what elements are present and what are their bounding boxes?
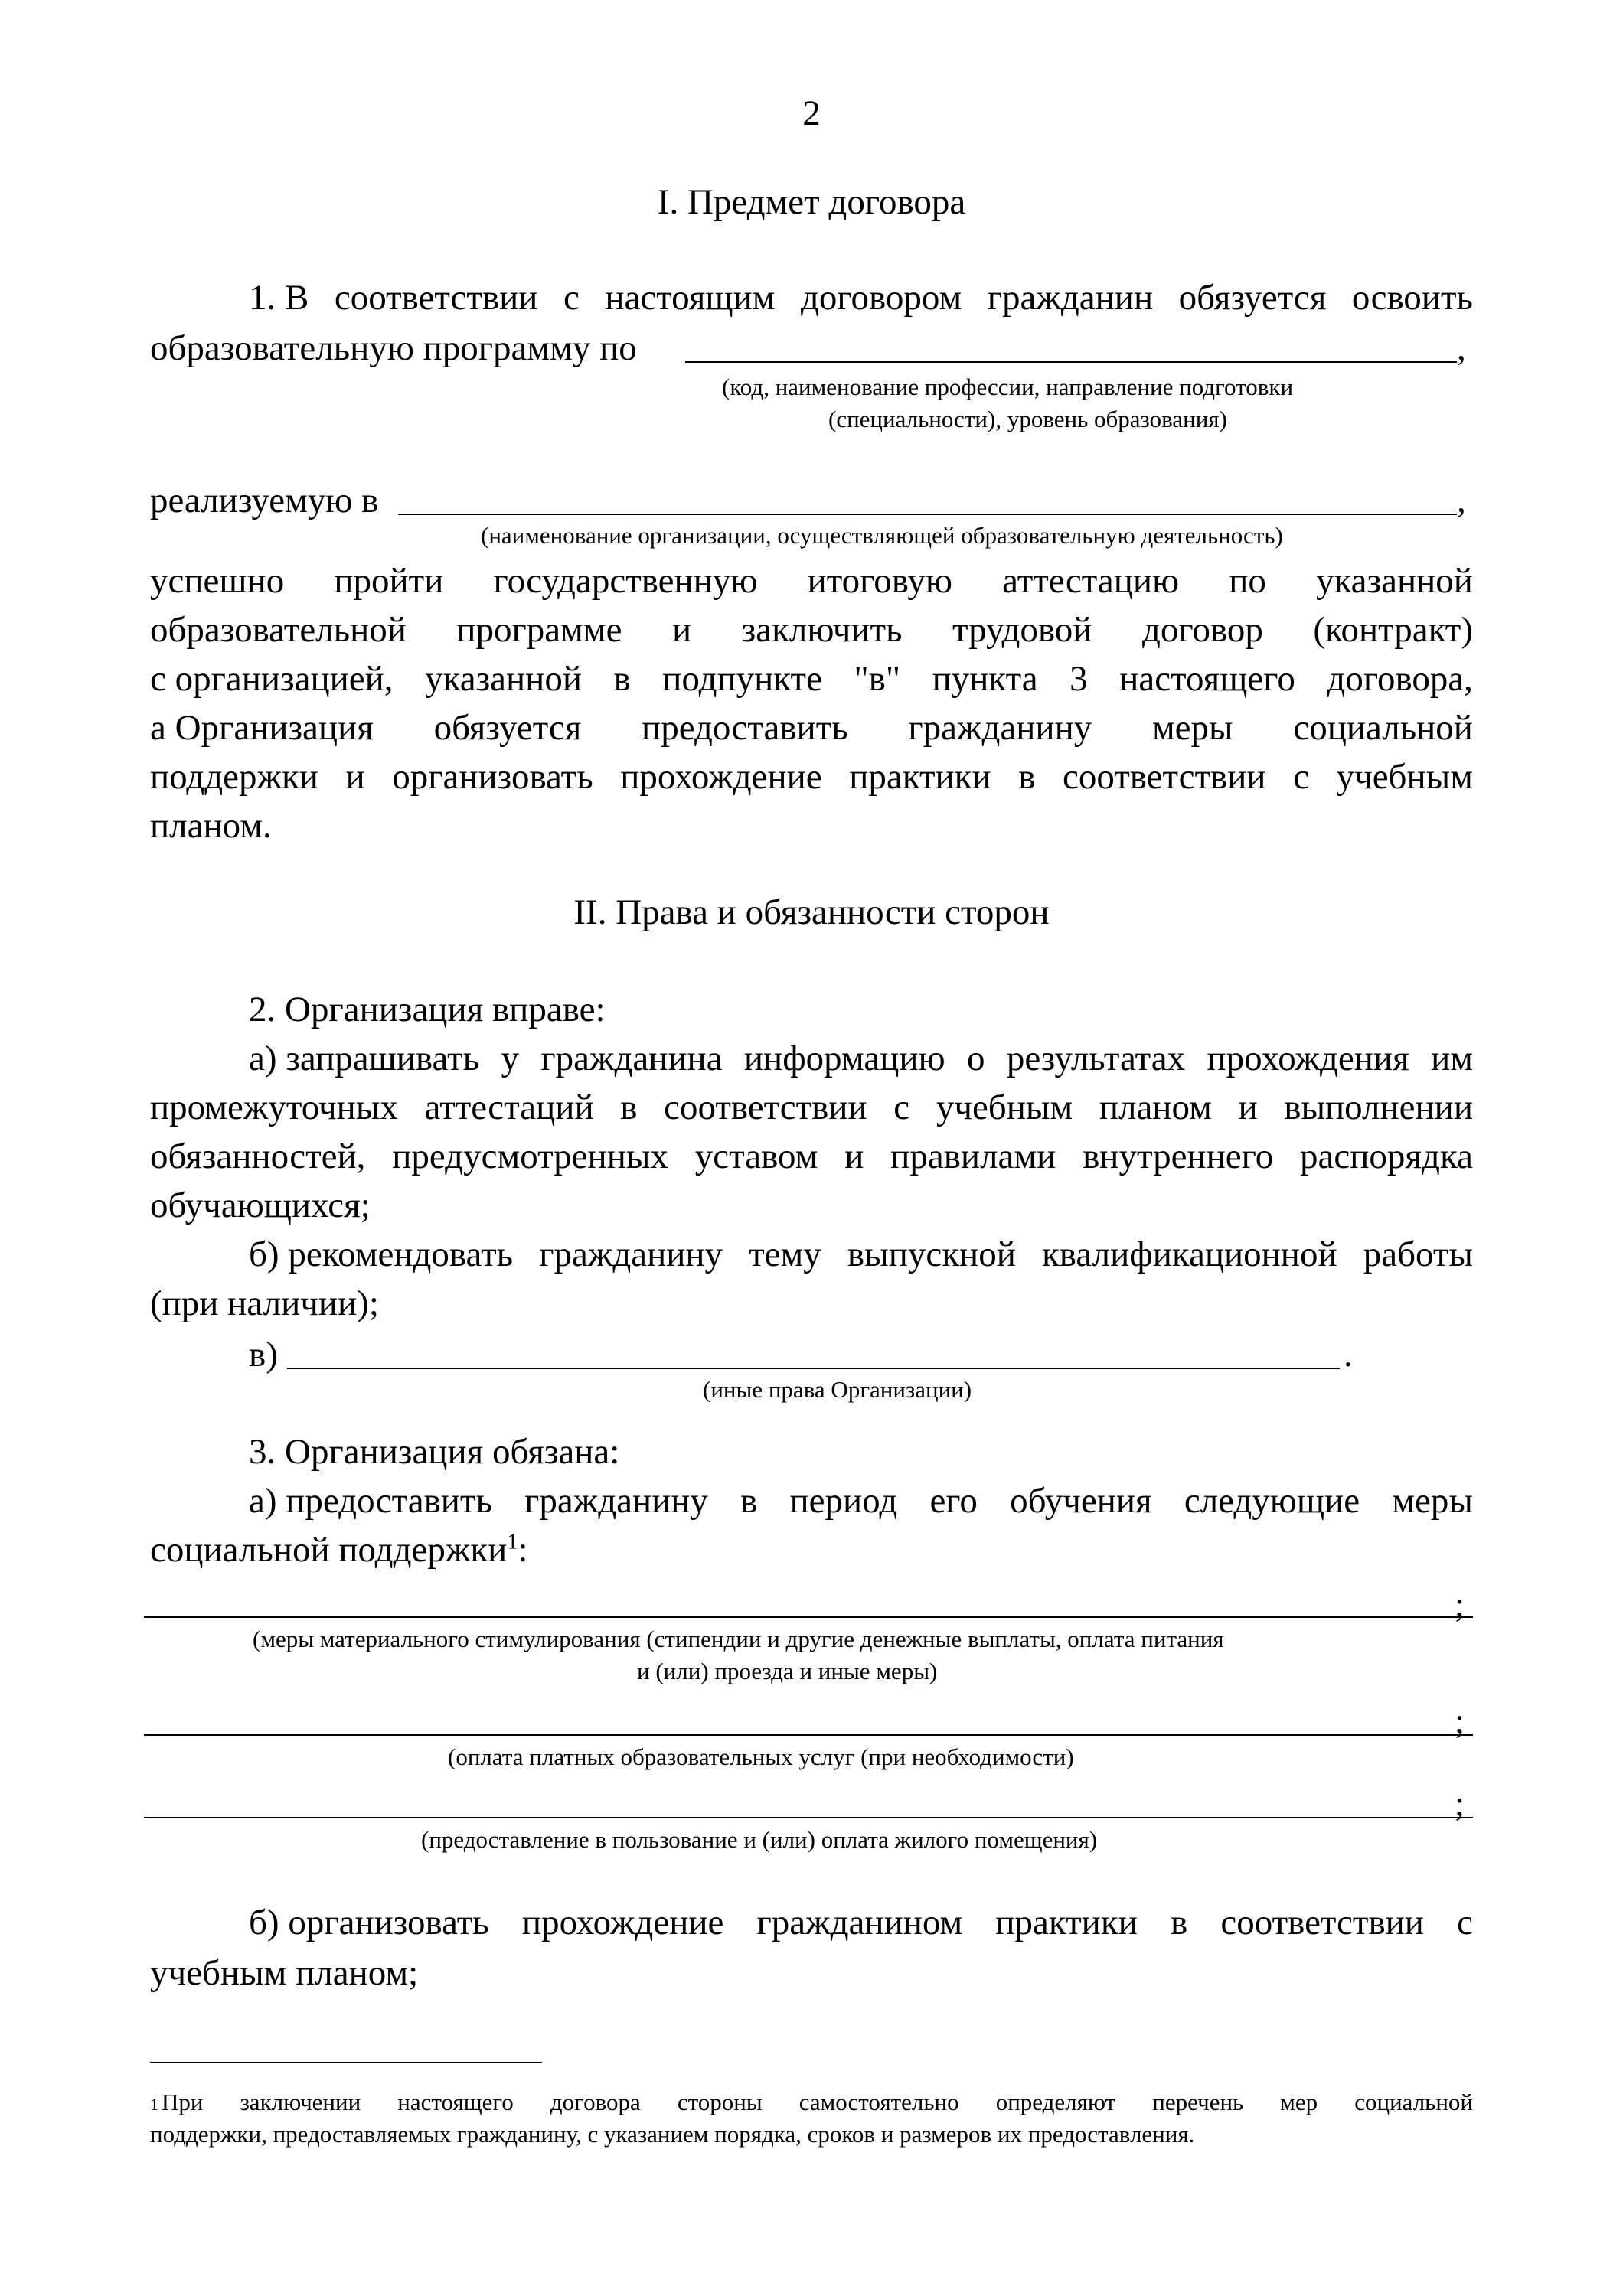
- word: пункта: [932, 659, 1038, 699]
- note-program-2: (специальности), уровень образования): [828, 406, 1227, 432]
- word: договора: [550, 2089, 641, 2115]
- word: 1. В: [249, 278, 309, 318]
- word: При: [162, 2089, 204, 2115]
- p3a-line-2: [150, 1525, 527, 1574]
- p3-title: 3. Организация обязана:: [249, 1432, 620, 1472]
- word: его: [929, 1481, 978, 1521]
- word: социальной: [1293, 708, 1473, 748]
- p3b-line-1: [249, 1898, 1473, 1947]
- word: перечень: [1152, 2089, 1244, 2115]
- word: договором: [800, 278, 962, 318]
- word: учебным: [936, 1088, 1073, 1127]
- word: гражданину: [908, 708, 1092, 748]
- p2b-line-2: (при наличии);: [150, 1283, 379, 1323]
- note-program-1: (код, наименование профессии, направление подготовки: [722, 373, 1294, 400]
- word: с организацией,: [150, 659, 394, 699]
- word: соответствии: [334, 278, 538, 318]
- note-org: (наименование организации, осуществляющей образовательную деятельность): [481, 522, 1283, 549]
- word: в: [1018, 757, 1036, 797]
- word: трудовой: [952, 610, 1092, 650]
- body-line-6: планом.: [150, 806, 272, 846]
- word: гражданин: [987, 278, 1154, 318]
- body-line-5: [150, 752, 1473, 801]
- p3a-line-1: [249, 1476, 1473, 1525]
- word: им: [1431, 1039, 1473, 1078]
- section-1-heading: I. Предмет договора: [657, 182, 966, 222]
- note-material-2: и (или) проезда и иные меры): [637, 1658, 938, 1684]
- word: настоящего: [1119, 659, 1295, 699]
- word: правилами: [890, 1137, 1056, 1176]
- word: определяют: [995, 2089, 1116, 2115]
- body-line-2: [150, 605, 1473, 654]
- word: (контракт): [1313, 610, 1473, 650]
- word: указанной: [425, 659, 582, 699]
- word: аттестаций: [424, 1088, 594, 1127]
- word: обязуется: [1178, 278, 1327, 318]
- word: информацию: [743, 1039, 945, 1078]
- footnote-reference: 1: [507, 1530, 518, 1554]
- word: с: [563, 278, 580, 318]
- word: успешно: [150, 561, 285, 601]
- footnote-line-1: 1 При заключении настоящего договора стороны самостоятельно определяют перечень мер социальной: [150, 2087, 1473, 2118]
- word: соответствии: [664, 1088, 867, 1127]
- p3a-line-2-text: социальной поддержки: [150, 1530, 508, 1570]
- word: гражданину: [524, 1481, 708, 1521]
- comma: ,: [1457, 328, 1466, 368]
- word: выполнении: [1284, 1088, 1473, 1127]
- word: пройти: [334, 561, 444, 601]
- word: гражданину: [539, 1234, 723, 1274]
- p2v-prefix: в): [249, 1335, 278, 1375]
- word: с: [1293, 757, 1309, 797]
- word: подпункте: [662, 659, 822, 699]
- housing-blank-line: [144, 1817, 1473, 1818]
- word: уставом: [694, 1137, 818, 1176]
- word: социальной: [1354, 2089, 1473, 2115]
- section-2-heading: II. Права и обязанности сторон: [573, 892, 1050, 932]
- word: квалификационной: [1041, 1234, 1337, 1274]
- word: прохождение: [620, 757, 822, 797]
- material-support-blank-line: [144, 1616, 1473, 1618]
- word: предусмотренных: [392, 1137, 668, 1176]
- word: заключении: [240, 2089, 361, 2115]
- word: в: [740, 1481, 758, 1521]
- word: с: [1457, 1903, 1473, 1942]
- word: результатах: [1006, 1039, 1186, 1078]
- note-material-1: (меры материального стимулирования (стипендии и другие денежные выплаты, оплата питания: [253, 1626, 1224, 1652]
- word: гражданином: [756, 1903, 963, 1942]
- note-housing: (предоставление в пользование и (или) оплата жилого помещения): [421, 1826, 1098, 1853]
- word: программе: [456, 610, 622, 650]
- word: "в": [854, 659, 901, 699]
- period: .: [1344, 1335, 1353, 1375]
- realized-prefix: реализуемую в: [150, 481, 379, 520]
- body-line-1: [150, 556, 1473, 605]
- word: соответствии: [1220, 1903, 1424, 1942]
- word: в: [620, 1088, 638, 1127]
- footnote-separator: [150, 2062, 542, 2063]
- word: стороны: [677, 2089, 763, 2115]
- p3b-line-2: учебным планом;: [150, 1953, 419, 1993]
- word: внутреннего: [1083, 1137, 1274, 1176]
- word: меры: [1392, 1481, 1473, 1521]
- word: обязуется: [433, 708, 582, 748]
- p2a-line-2: [150, 1083, 1473, 1132]
- word: и: [1238, 1088, 1258, 1127]
- word: меры: [1151, 708, 1233, 748]
- word: а Организация: [150, 708, 374, 748]
- word: указанной: [1316, 561, 1473, 601]
- word: о: [967, 1039, 985, 1078]
- word: и: [345, 757, 365, 797]
- word: выпускной: [847, 1234, 1016, 1274]
- word: обязанностей,: [150, 1137, 366, 1176]
- word: освоить: [1351, 278, 1473, 318]
- word: с: [893, 1088, 910, 1127]
- word: поддержки: [150, 757, 318, 797]
- word: итоговую: [807, 561, 952, 601]
- note-other-rights: (иные права Организации): [703, 1376, 972, 1403]
- word: прохождения: [1207, 1039, 1409, 1078]
- semicolon: ;: [1455, 1585, 1465, 1625]
- word: прохождение: [521, 1903, 724, 1942]
- p2a-line-3: [150, 1132, 1473, 1181]
- word: у: [501, 1039, 519, 1078]
- p2b-line-1: [249, 1230, 1473, 1279]
- word: организовать: [392, 757, 593, 797]
- p2a-line-1: [249, 1034, 1473, 1083]
- word: мер: [1280, 2089, 1318, 2115]
- semicolon: ;: [1455, 1701, 1465, 1741]
- word: распорядка: [1300, 1137, 1473, 1176]
- word: и: [844, 1137, 864, 1176]
- word: практики: [995, 1903, 1138, 1942]
- word: работы: [1363, 1234, 1473, 1274]
- comma: ,: [1457, 481, 1466, 520]
- word: а) запрашивать: [249, 1039, 480, 1078]
- word: заключить: [741, 610, 903, 650]
- word: планом: [1099, 1088, 1212, 1127]
- word: 3: [1069, 659, 1088, 699]
- page-number: 2: [802, 93, 821, 133]
- p2-title: 2. Организация вправе:: [249, 990, 606, 1029]
- note-paid-services: (оплата платных образовательных услуг (при необходимости): [448, 1743, 1074, 1770]
- colon: :: [518, 1530, 528, 1570]
- word: и: [672, 610, 692, 650]
- word: государственную: [493, 561, 758, 601]
- word: настоящего: [397, 2089, 514, 2115]
- word: по: [1229, 561, 1266, 601]
- word: образовательной: [150, 610, 407, 650]
- word: следующие: [1184, 1481, 1360, 1521]
- word: учебным: [1336, 757, 1473, 797]
- word: б) рекомендовать: [249, 1234, 514, 1274]
- program-blank-line: [685, 361, 1457, 363]
- word: период: [789, 1481, 898, 1521]
- word: аттестацию: [1002, 561, 1180, 601]
- other-rights-blank-line: [287, 1368, 1340, 1369]
- footnote-line-2: поддержки, предоставляемых гражданину, с указанием порядка, сроков и размеров их предоставления.: [150, 2121, 1195, 2148]
- word: б) организовать: [249, 1903, 489, 1942]
- word: договор: [1141, 610, 1263, 650]
- word: предоставить: [642, 708, 848, 748]
- word: настоящим: [605, 278, 776, 318]
- body-line-4: [150, 703, 1473, 752]
- word: самостоятельно: [798, 2089, 959, 2115]
- word: гражданина: [540, 1039, 723, 1078]
- body-line-3: [150, 654, 1473, 703]
- word: в: [1171, 1903, 1188, 1942]
- word: промежуточных: [150, 1088, 398, 1127]
- p1-line-1: [249, 273, 1473, 322]
- word: а) предоставить: [249, 1481, 492, 1521]
- word: тему: [749, 1234, 821, 1274]
- footnote-line-1-words: [162, 2087, 1473, 2118]
- word: соответствии: [1062, 757, 1266, 797]
- word: практики: [849, 757, 991, 797]
- word: обучения: [1010, 1481, 1152, 1521]
- org-blank-line: [398, 514, 1457, 515]
- p1-line-2: образовательную программу по: [150, 328, 637, 368]
- word: в: [613, 659, 631, 699]
- paid-services-blank-line: [144, 1734, 1473, 1736]
- word: договора,: [1327, 659, 1473, 699]
- semicolon: ;: [1455, 1784, 1465, 1824]
- p2a-line-4: обучающихся;: [150, 1186, 371, 1225]
